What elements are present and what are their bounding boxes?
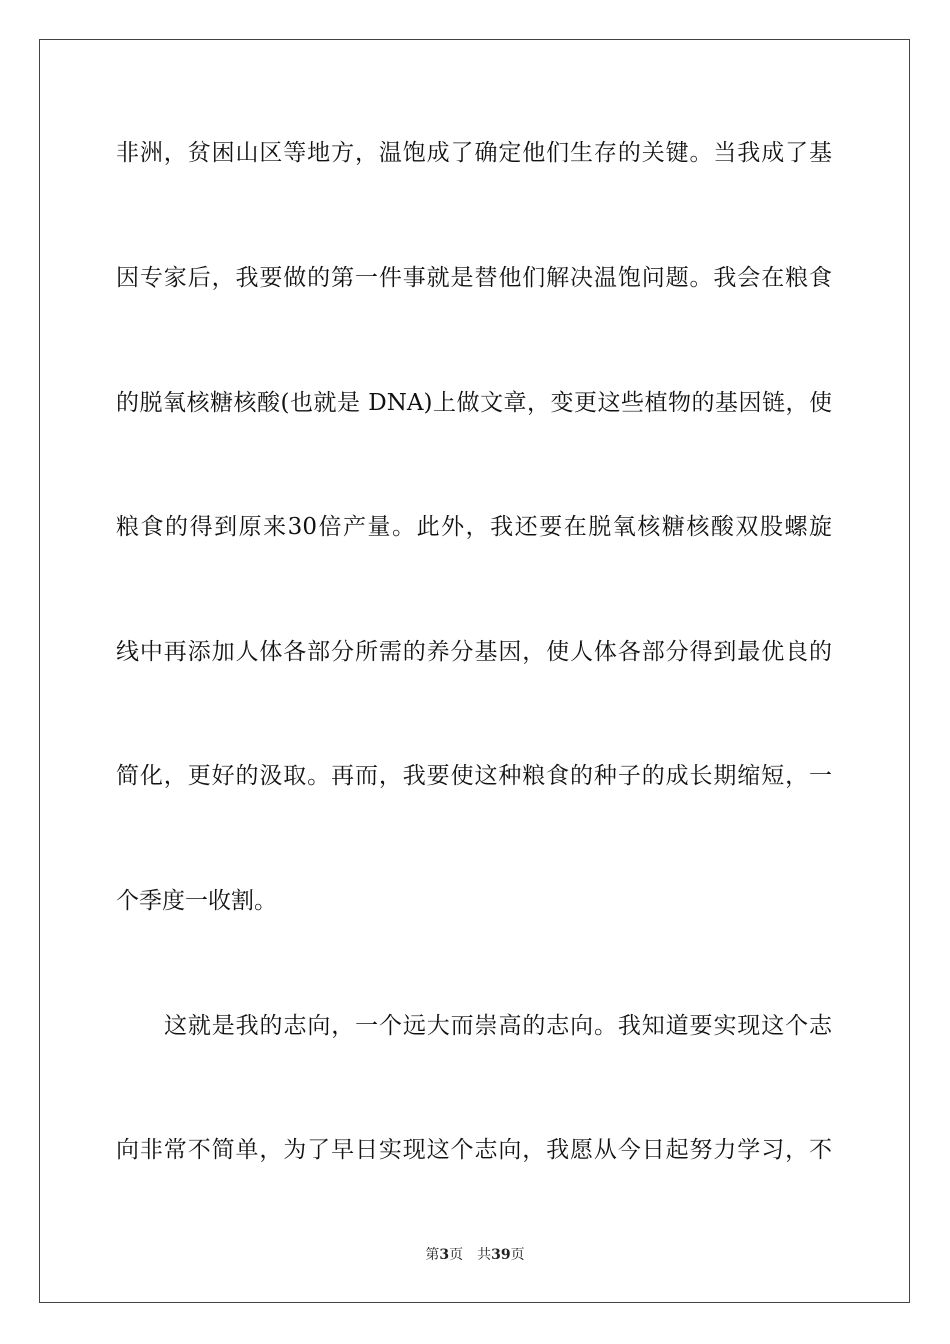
body-line-8: 这就是我的志向，一个远大而崇高的志向。我知道要实现这个志 — [164, 1013, 832, 1039]
footer-total-suffix: 页 — [510, 1247, 525, 1263]
body-line-3: 的脱氧核糖核酸(也就是 DNA)上做文章，变更这些植物的基因链，使 — [116, 390, 832, 416]
footer-total-pages: 39 — [491, 1247, 511, 1263]
body-line-1: 非洲，贫困山区等地方，温饱成了确定他们生存的关键。当我成了基 — [116, 140, 832, 166]
body-line-2: 因专家后，我要做的第一件事就是替他们解决温饱问题。我会在粮食 — [116, 265, 832, 291]
body-line-9: 向非常不简单，为了早日实现这个志向，我愿从今日起努力学习，不 — [116, 1137, 832, 1163]
body-line-4: 粮食的得到原来30倍产量。此外，我还要在脱氧核糖核酸双股螺旋 — [116, 514, 832, 540]
body-line-6: 简化，更好的汲取。再而，我要使这种粮食的种子的成长期缩短，一 — [116, 763, 832, 789]
footer-total-prefix: 共 — [477, 1247, 492, 1263]
footer-page-prefix: 第 — [425, 1247, 440, 1263]
page-frame — [39, 39, 910, 1303]
page-footer — [0, 1246, 950, 1264]
footer-page-suffix: 页 — [449, 1247, 464, 1263]
body-line-5: 线中再添加人体各部分所需的养分基因，使人体各部分得到最优良的 — [116, 639, 832, 665]
body-line-7: 个季度一收割。 — [116, 888, 277, 914]
footer-page-number: 3 — [439, 1247, 450, 1263]
